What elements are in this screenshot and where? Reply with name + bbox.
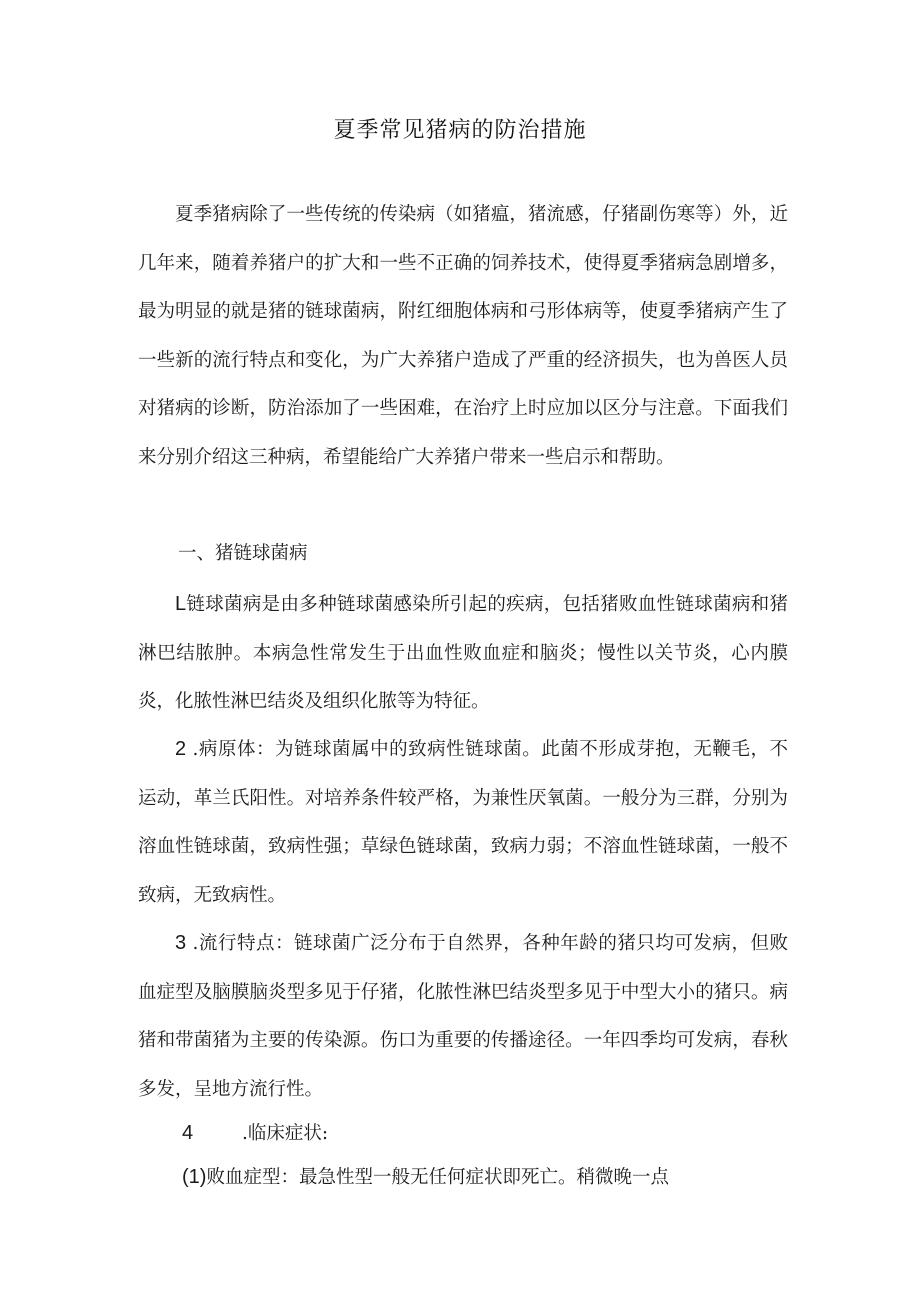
item-2-paragraph xyxy=(138,725,788,920)
item-3-number: 3 xyxy=(175,932,187,954)
item-2-text: .病原体：为链球菌属中的致病性链球菌。此菌不形成芽抱，无鞭毛，不运动，革兰氏阳性。对培养条件较严格，为兼性厌氧菌。一般分为三群，分别为溶血性链球菌，致病性强；草绿色链球菌，致病力弱；不溶血性链球菌，一般不致病，无致病性。 xyxy=(138,739,788,906)
item-1-paragraph xyxy=(138,580,788,727)
intro-paragraph: 夏季猪病除了一些传统的传染病（如猪瘟，猪流感，仔猪副伤寒等）外，近几年来，随着养猪户的扩大和一些不正确的饲养技术，使得夏季猪病急剧增多，最为明显的就是猪的链球菌病，附红细胞体病和弓形体病等，使夏季猪病产生了一些新的流行特点和变化，为广大养猪户造成了严重的经济损失，也为兽医人员对猪病的诊断，防治添加了一些困难，在治疗上时应加以区分与注意。下面我们来分别介绍这三种病，希望能给广大养猪户带来一些启示和帮助。 xyxy=(138,204,788,468)
sub-item-1-paragraph xyxy=(182,1162,669,1193)
sub-item-1-text: 败血症型：最急性型一般无任何症状即死亡。稍微晚一点 xyxy=(206,1167,669,1188)
document-title: 夏季常见猪病的防治措施 xyxy=(333,118,587,143)
sub-item-1-number: (1) xyxy=(182,1166,207,1188)
item-3-paragraph xyxy=(138,919,788,1114)
item-1-number: L xyxy=(175,593,187,615)
item-2-number: 2 xyxy=(175,738,187,760)
item-4-number: 4 xyxy=(182,1122,194,1144)
item-4-text: .临床症状: xyxy=(242,1123,329,1144)
section-heading-streptococcus: 一、猪链球菌病 xyxy=(178,543,308,564)
item-1-text: 链球菌病是由多种链球菌感染所引起的疾病，包括猪败血性链球菌病和猪淋巴结脓肿。本病急性常发生于出血性败血症和脑炎；慢性以关节炎，心内膜炎，化脓性淋巴结炎及组织化脓等为特征。 xyxy=(138,594,788,712)
item-4-paragraph xyxy=(182,1118,328,1149)
item-3-text: .流行特点：链球菌广泛分布于自然界，各种年龄的猪只均可发病，但败血症型及脑膜脑炎型多见于仔猪，化脓性淋巴结炎型多见于中型大小的猪只。病猪和带菌猪为主要的传染源。伤口为重要的传播途径。一年四季均可发病，春秋多发，呈地方流行性。 xyxy=(138,933,788,1100)
